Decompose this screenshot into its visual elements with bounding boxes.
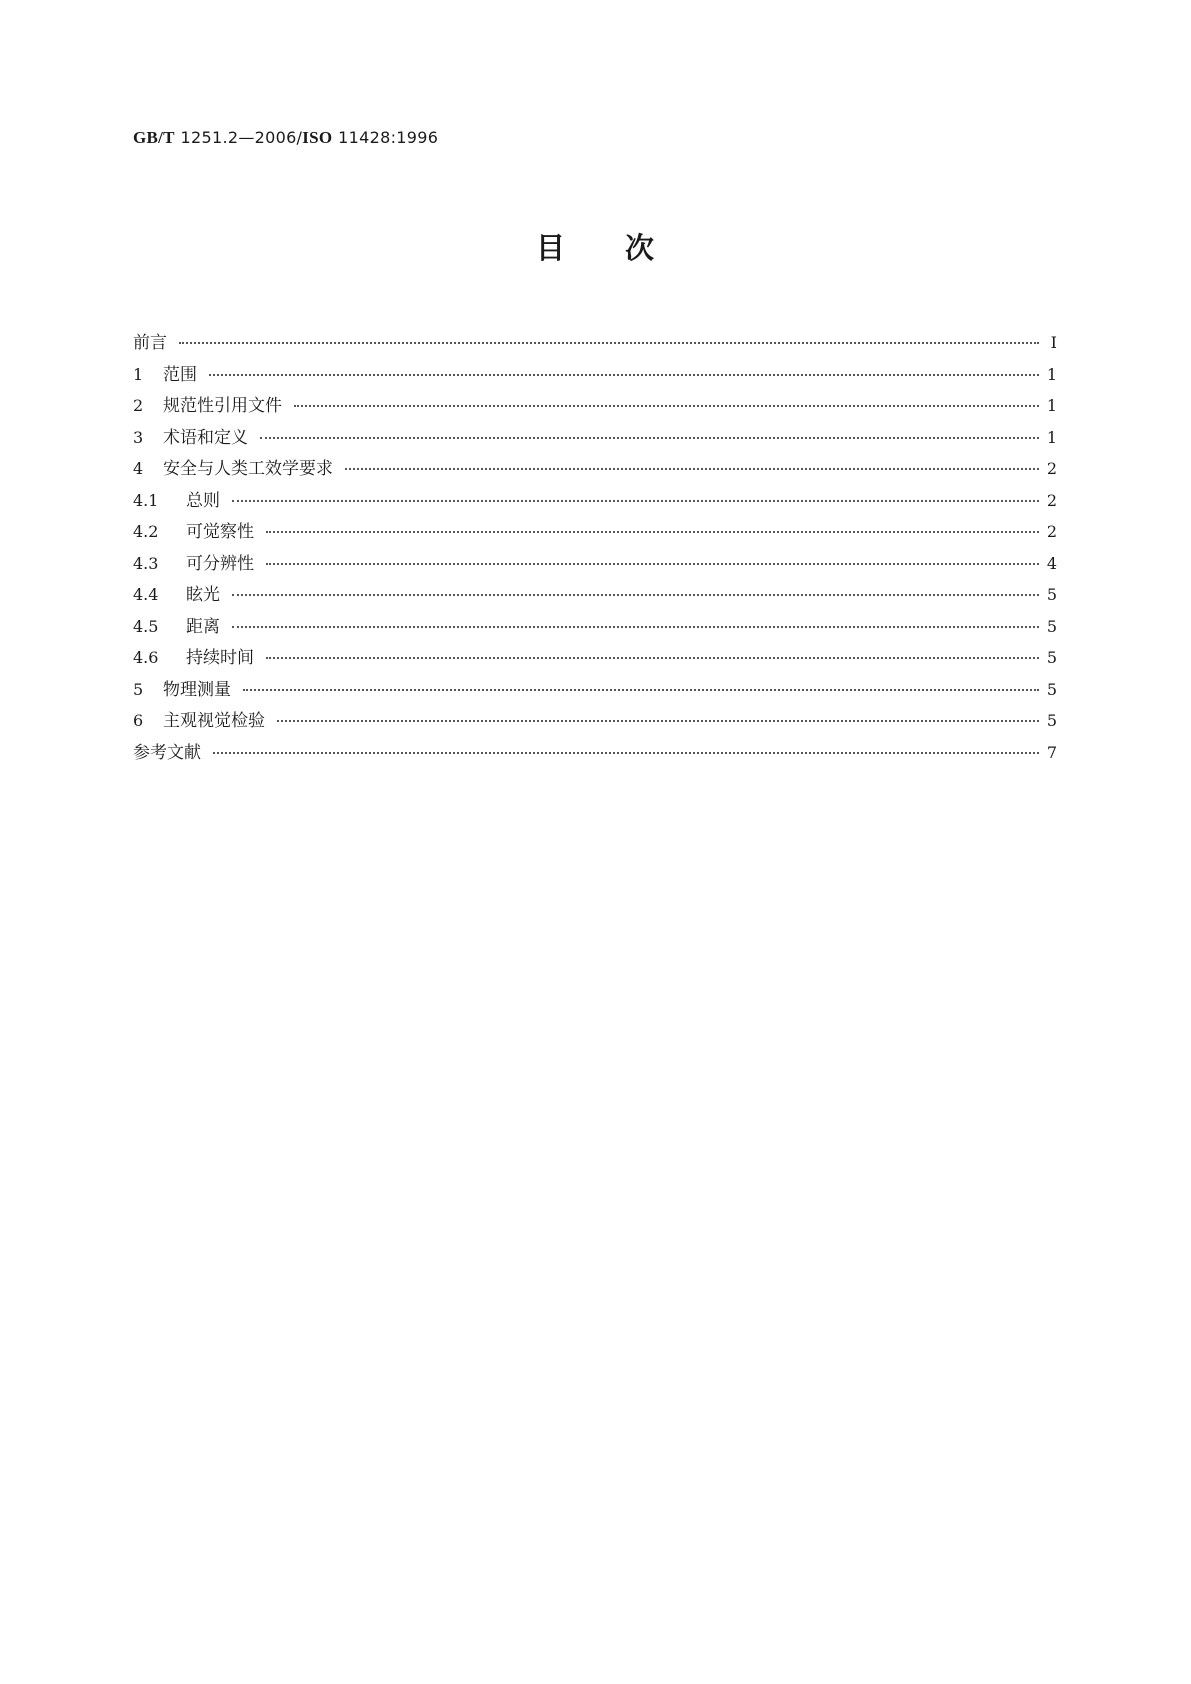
toc-entry-page: 1 bbox=[1046, 364, 1057, 384]
toc-entry-page: 5 bbox=[1046, 679, 1057, 699]
toc-entry-label: 主观视觉检验 bbox=[163, 711, 265, 731]
toc-entry-page: 5 bbox=[1046, 648, 1057, 667]
toc-entry-label: 眩光 bbox=[186, 585, 220, 605]
toc-entry-number: 6 bbox=[133, 711, 144, 730]
toc-entry[interactable] bbox=[133, 517, 1057, 549]
toc-entry-number: 2 bbox=[133, 396, 144, 415]
toc-entry[interactable] bbox=[133, 580, 1057, 612]
toc-entry[interactable] bbox=[133, 486, 1057, 518]
toc-dot-leader bbox=[345, 468, 1039, 470]
toc-entry-label: 前言 bbox=[133, 333, 167, 353]
toc-entry[interactable] bbox=[133, 423, 1057, 455]
toc-entry-number: 4 bbox=[133, 459, 144, 478]
toc-entry-number: 1 bbox=[133, 364, 144, 384]
toc-dot-leader bbox=[232, 626, 1039, 628]
toc-entry-number: 5 bbox=[133, 679, 144, 699]
toc-entry-page: 2 bbox=[1046, 490, 1057, 510]
toc-entry-page: 5 bbox=[1046, 585, 1057, 604]
toc-entry[interactable] bbox=[133, 675, 1057, 707]
toc-entry-number: 3 bbox=[133, 427, 144, 447]
toc-dot-leader bbox=[266, 657, 1039, 659]
toc-entry[interactable] bbox=[133, 706, 1057, 738]
toc-entry-page: 1 bbox=[1046, 396, 1057, 415]
toc-entry[interactable] bbox=[133, 612, 1057, 644]
toc-entry-number: 4.1 bbox=[133, 490, 159, 510]
toc-dot-leader bbox=[179, 342, 1039, 344]
toc-dot-leader bbox=[266, 531, 1039, 533]
toc-entry[interactable] bbox=[133, 643, 1057, 675]
toc-entry-label: 持续时间 bbox=[186, 648, 254, 668]
toc-entry-page: 4 bbox=[1046, 553, 1057, 573]
page-title: 目次 bbox=[536, 231, 715, 265]
toc-dot-leader bbox=[209, 374, 1039, 376]
toc-dot-leader bbox=[294, 405, 1039, 407]
toc-entry[interactable] bbox=[133, 360, 1057, 392]
toc-entry-page: 2 bbox=[1046, 459, 1057, 478]
toc-entry-label: 规范性引用文件 bbox=[163, 396, 282, 416]
toc-entry[interactable] bbox=[133, 738, 1057, 770]
toc-entry-label: 安全与人类工效学要求 bbox=[163, 459, 333, 479]
toc-entry-label: 物理测量 bbox=[163, 679, 231, 700]
toc-entry-label: 总则 bbox=[186, 490, 220, 511]
toc-entry-page: 1 bbox=[1046, 427, 1057, 447]
table-of-contents bbox=[133, 328, 1057, 769]
toc-dot-leader bbox=[243, 689, 1039, 691]
toc-entry-number: 4.5 bbox=[133, 616, 159, 636]
toc-entry[interactable] bbox=[133, 549, 1057, 581]
toc-dot-leader bbox=[266, 563, 1039, 565]
standard-code bbox=[133, 128, 438, 148]
standard-number: 1251.2—2006/ bbox=[180, 128, 303, 147]
toc-dot-leader bbox=[260, 437, 1039, 439]
toc-dot-leader bbox=[232, 594, 1039, 596]
toc-entry-label: 参考文献 bbox=[133, 742, 201, 763]
toc-entry-number: 4.2 bbox=[133, 522, 159, 541]
toc-entry[interactable] bbox=[133, 328, 1057, 360]
toc-entry-number: 4.3 bbox=[133, 553, 159, 573]
toc-entry-label: 范围 bbox=[163, 364, 197, 385]
toc-entry[interactable] bbox=[133, 391, 1057, 423]
toc-entry-number: 4.6 bbox=[133, 648, 159, 667]
toc-dot-leader bbox=[277, 720, 1039, 722]
toc-entry-number: 4.4 bbox=[133, 585, 159, 604]
iso-number: 11428:1996 bbox=[338, 128, 439, 147]
toc-entry-page: Ⅰ bbox=[1050, 333, 1057, 352]
toc-entry-label: 距离 bbox=[186, 616, 220, 637]
toc-entry-label: 可觉察性 bbox=[186, 522, 254, 542]
toc-entry-page: 2 bbox=[1046, 522, 1057, 541]
toc-entry-page: 7 bbox=[1046, 742, 1057, 762]
toc-entry-label: 术语和定义 bbox=[163, 427, 248, 448]
toc-dot-leader bbox=[213, 752, 1039, 754]
toc-dot-leader bbox=[232, 500, 1039, 502]
toc-entry-page: 5 bbox=[1046, 616, 1057, 636]
toc-entry-label: 可分辨性 bbox=[186, 553, 254, 574]
toc-entry-page: 5 bbox=[1046, 711, 1057, 730]
toc-entry[interactable] bbox=[133, 454, 1057, 486]
standard-prefix: GB/T bbox=[133, 128, 175, 147]
iso-prefix: ISO bbox=[302, 128, 333, 147]
